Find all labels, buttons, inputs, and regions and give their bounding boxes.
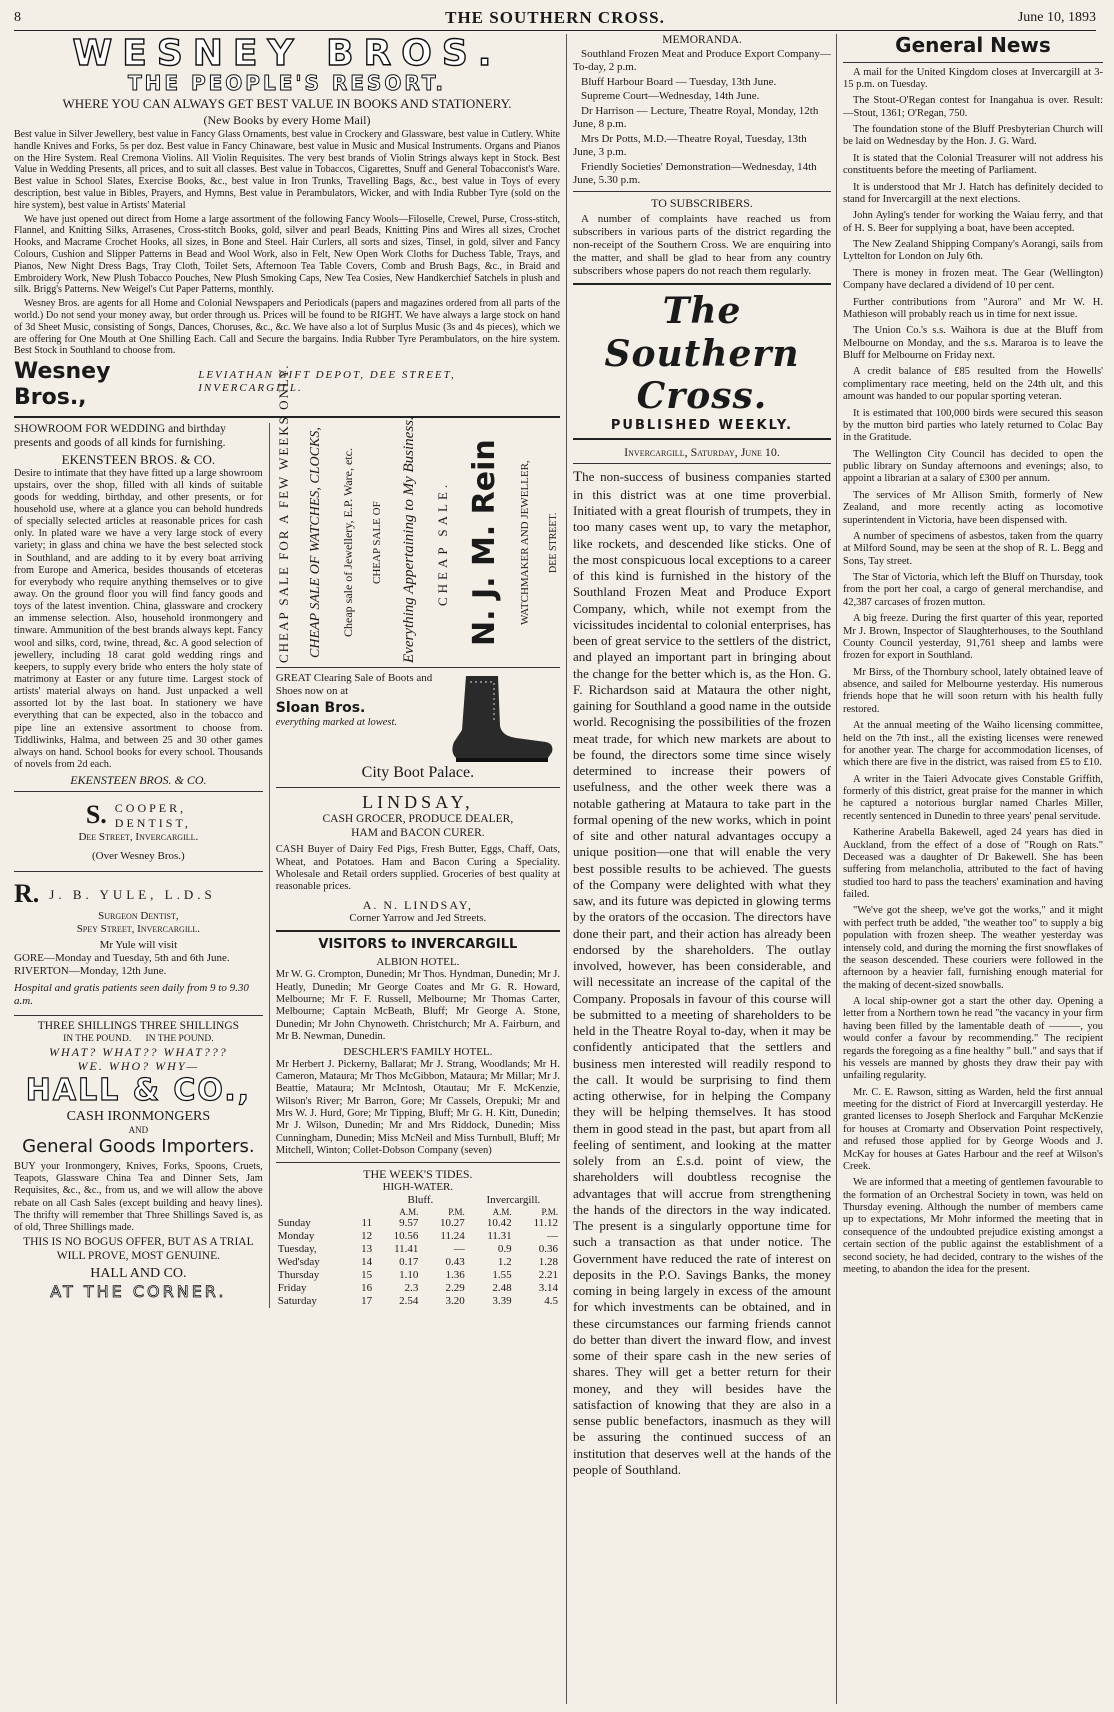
news-item: A credit balance of £85 resulted from the Howells' complimentary race meeting, held on the 24th ult, and this amount was handed to our popular sporting veteran. [843,366,1103,403]
subscribers-notice [573,196,831,278]
tides-pm: P.M. [448,1206,465,1217]
hall-and: AND [128,1125,149,1136]
memo-item: Supreme Court—Wednesday, 14th June. [581,90,760,103]
cooper-note: (Over Wesney Bros.) [92,849,185,862]
hall-line-1: CASH IRONMONGERS [66,1108,211,1124]
tide-cell-n: 13 [361,1243,373,1256]
subscribers-title: TO SUBSCRIBERS. [651,196,753,211]
editorial-column [566,34,831,1704]
tide-cell-b_pm: 1.36 [445,1269,465,1282]
tide-cell-n: 15 [361,1269,373,1282]
sloan-tag: everything marked at lowest. [275,716,398,728]
wesney-address: LEVIATHAN GIFT DEPOT, DEE STREET, INVERCARGILL. [198,369,456,395]
memo-title: MEMORANDA. [662,34,742,46]
tide-cell-day: Thursday [277,1269,320,1282]
ekensteen-name: EKENSTEEN BROS. & CO. [61,452,216,468]
tide-cell-n: 11 [361,1217,373,1230]
rein-line-4: CHEAP SALE OF [371,501,384,585]
tide-row [276,1269,560,1282]
tide-row [276,1230,560,1243]
news-item: The Star of Victoria, which left the Bluff on Thursday, took from the port her coal, a cargo of general merchandise, and 42,387 carcases of frozen mutton. [843,572,1103,608]
lindsay-body: CASH Buyer of Dairy Fed Pigs, Fresh Butter, Eggs, Chaff, Oats, Wheat, and Potatoes. Ham and Bacon Curing a Speciality. Wholesale and Retail orders supplied. Groceries of best quality at reasonable prices. [275,844,560,893]
wesney-title: WESNEY BROS. [72,34,502,74]
paper-title: The Southern Cross. [604,290,800,418]
news-item: We are informed that a meeting of gentlemen favourable to the formation of an Orchestral Society in town, was held on Thursday evening. Although the number of members came up to expectations, Mr Mohr informed the meeting that in consequence of the undoubted prejudice existing amongst a certain section of the public against the establishment of a second society, he had decided, contrary to the wishes of the meeting, to abandon the idea for the present. [843,1177,1103,1275]
page-number: 8 [14,10,21,25]
news-item: The Wellington City Council has decided to open the public library on Sunday afternoons and evenings; also, to appoint a librarian at a salary of £300 per annum. [843,448,1103,485]
yule-advert [14,876,263,1011]
tides-table [276,1194,560,1308]
tide-cell-i_am: 1.2 [497,1256,512,1269]
albion-list: Mr W. G. Crompton, Dunedin; Mr Thos. Hyndman, Dunedin; Mr J. Heatly, Dunedin; Mr George Coates and Mr G. R. Howard, Melbourne; Mr F. F. Russell, Melbourne; Mr Thomas Carter, Melbourne; Captain McBeath, Bluff; Mr George A. Stone, Dunedin; Mr John Chynoweth. Christchurch; Mr A. Fairburn, and Mr B. Newman, Dunedin. [275,969,560,1043]
tide-cell-b_am: 2.3 [404,1282,419,1295]
tide-cell-i_am: 0.9 [497,1243,512,1256]
tide-cell-b_am: 11.41 [394,1243,419,1256]
memo-item: Dr Harrison — Lecture, Theatre Royal, Monday, 12th June, 8 p.m. [573,105,819,131]
tides-sub: HIGH-WATER. [382,1180,454,1193]
general-news-title: General News [895,34,1051,57]
general-news-column [836,34,1103,1704]
lindsay-sign: A. N. LINDSAY, [362,897,474,912]
tide-cell-b_am: 10.56 [393,1230,419,1243]
tide-cell-i_am: 2.48 [492,1282,512,1295]
memo-item: Southland Frozen Meat and Produce Export Company—To-day, 2 p.m. [573,47,831,73]
tide-cell-day: Tuesday, [277,1243,317,1256]
tide-cell-n: 16 [361,1282,373,1295]
yule-gore: GORE—Monday and Tuesday, 5th and 6th June. [14,952,230,965]
dateline: Invercargill, Saturday, June 10. [624,444,780,459]
tide-cell-b_am: 1.10 [399,1269,419,1282]
news-item: Mr. C. E. Rawson, sitting as Warden, held the first annual meeting for the district of Fiord at Invercargill yesterday. He granted licenses to Joseph Sherlock and Farquhar McKenzie for houses at Cromarty and Observation Point respectively, and refused those applied for by George Woods and J. McKay for houses at Gates Harbour and the reef at Wilson's Creek. [843,1086,1103,1172]
yule-riverton: RIVERTON—Monday, 12th June. [14,965,167,978]
tides-title: THE WEEK'S TIDES. [363,1166,473,1181]
cooper-advert [14,796,263,867]
news-item: It is stated that the Colonial Treasurer will not address his constituents before the meeting of Parliament. [843,152,1103,177]
lindsay-advert [276,792,560,925]
tide-row [276,1256,560,1269]
issue-date: June 10, 1893 [1017,10,1096,25]
subscribers-body: A number of complaints have reached us from subscribers in various parts of the district regarding the non-receipt of the Southern Cross. We are enquiring into the matter, and shall be glad to hear from any country subscribers whose papers do not reach them regularly. [573,213,831,278]
hall-line-2: General Goods Importers. [22,1135,255,1157]
news-item: "We've got the sheep, we've got the works," and it might with perfect truth be added, "the weather too" to supply a big population with frozen sheep. The weather yesterday was intensely cold, and during the morning the first snowflakes of the season descended. These couriers were followed in the afternoon by a heavier fall, furnishing enough material for the making of decent-sized snowballs. [843,905,1103,991]
hall-top-1: THREE SHILLINGS THREE SHILLINGS [37,1020,240,1033]
news-item: A local ship-owner got a start the other day. Opening a letter from a Northern town he read "the vacancy in your firm having been filled by the lamentable death of ———, you would confer a favour by recommending." The recipient regards the foregoing as a fine healthy " bull." and says that if his vessels are manned by ghosts they draw their pay with unfailing regularity. [843,996,1103,1082]
cooper-initial: S. [85,800,107,830]
tide-cell-day: Sunday [277,1217,311,1230]
tide-cell-i_pm: 3.14 [538,1282,558,1295]
yule-initial: R. [14,878,40,908]
tide-cell-b_pm: 3.20 [445,1295,465,1308]
tides-pm: P.M. [541,1206,558,1217]
tide-cell-b_pm: 0.43 [445,1256,465,1269]
tide-row [276,1243,560,1256]
hall-corner: AT THE CORNER. [50,1281,227,1301]
tide-cell-b_pm: 10.27 [439,1217,465,1230]
visitors-section [276,937,560,1158]
hall-top-2: IN THE POUND. IN THE POUND. [63,1033,214,1044]
tide-cell-i_pm: 4.5 [544,1295,558,1308]
hall-bogus: THIS IS NO BOGUS OFFER, BUT AS A TRIAL WILL PROVE, MOST GENUINE. [23,1235,254,1262]
lindsay-line-2: HAM and BACON CURER. [351,826,485,839]
left-adverts [14,423,269,1308]
deschler-title: DESCHLER'S FAMILY HOTEL. [343,1045,493,1058]
ekensteen-sign: EKENSTEEN BROS. & CO. [70,773,207,788]
tide-cell-b_pm: — [453,1243,465,1256]
memo-item: Friendly Societies' Demonstration—Wednesday, 14th June, 5.30 p.m. [573,161,817,187]
tide-cell-b_pm: 11.24 [440,1230,465,1243]
rein-line-8: DEE STREET. [548,512,560,574]
news-item: Mr Birss, of the Thornbury school, lately obtained leave of absence, and sailed for Melbourne yesterday. His numerous friends hope that he will soon return with his health fully restored. [843,666,1103,715]
tide-cell-day: Saturday [277,1295,317,1308]
news-item: Further contributions from "Aurora" and Mr W. H. Mathieson will probably reach us in time for next issue. [843,296,1103,320]
rein-line-1: CHEAP SALE FOR A FEW WEEKS ONLY. [275,363,291,664]
cooper-title: DENTIST, [114,815,191,830]
tide-cell-i_pm: 0.36 [538,1243,558,1256]
boot-icon [436,672,556,764]
wesney-signature: Wesney Bros., [14,359,111,411]
tide-cell-b_pm: 2.29 [445,1282,465,1295]
leading-article: The non-success of business companies started in this district was at one time proverbial. Initiated with a great flourish of trumpets, they in too many cases went up, to vary the metaphor, like rockets, and descended like sticks. One of the most conspicuous local exceptions to a career of this kind is furnished in the history of the Southland Frozen Meat and Produce Export Company, which, while not exempt from the vicissitudes incidental to colonial enterprises, has been of great service to the settlers of the district, and played an important part in bringing about the change for the better which is, as the Hon. G. F. Richardson said at Mataura the other night, gaining for Southland a good name in the outside world. Recognising the possibilities of the frozen meat trade, for which new markets are about to be found, the directors some time since wisely determined to increase their powers of usefulness, and the other week there was a notable gathering at Mataura to take part in the formal opening of the new works, which in point of site and other natural advantages occupy a unique position—one that will enable the very best possible results to be achieved. The guests of the Company were delighted with what they saw, and its future was depicted in glowing terms by the orators of the occasion. The directors have done their part, and their action has already been endorsed by the shareholders. The outlay involved, however, has been considerable, and will necessitate an increase of the capital of the Company. Proposals in favour of this course will be submitted to a meeting of shareholders to be held in the Theatre Royal to-day, when it may be confidently anticipated that the settlers and business men interested will readily respond to the call. It would be surprising to find them acting otherwise, for in helping the Company they will be helping themselves. It has stood them in good stead in the past, but apart from all feeling of sentiment, and looking at the matter solely from an £.s.d. point of view, the shareholders will doubtless recognise the advantages that will accrue from strengthening the hands of the directors in the way indicated. The present is a singularly opportune time for such a transaction as that under notice. The Government have reduced the rate of interest on deposits in the P.O. Savings Banks, the money coming in being largely in excess of the amount for which investments can be obtained, and in these circumstances our farming friends cannot do better than divert the inward flow, and invest some of their spare cash in the new series of shares. They will get a better return for their money, and they will besides have the satisfaction of knowing that they are also in a sense public benefactors, inasmuch as they will be assuring the continued success of an institution that deserves well at the hands of the people of Southland. [573,469,831,1477]
news-item: A mail for the United Kingdom closes at Invercargill at 3-15 p.m. on Tuesday. [843,66,1103,90]
tide-cell-i_pm: 11.12 [533,1217,558,1230]
memoranda [573,34,831,187]
cooper-street: Dee Street, Invercargill. [78,830,199,843]
news-item: It is understood that Mr J. Hatch has definitely decided to stand for Invercargill at the next elections. [843,181,1103,205]
wesney-subtitle: THE PEOPLE'S RESORT. [127,71,447,95]
cooper-name: COOPER, [114,801,187,816]
tide-cell-n: 14 [361,1256,373,1269]
rein-name: N. J. M. Rein [466,439,502,647]
sloan-advert [276,672,560,783]
ekensteen-advert [14,423,263,787]
tide-cell-day: Friday [277,1282,307,1295]
masthead: THE SOUTHERN CROSS. [445,8,665,27]
news-item: John Ayling's tender for working the Waiau ferry, and that of H. S. Beer for supplying a boat, have been accepted. [843,210,1103,234]
tide-cell-n: 17 [361,1295,373,1308]
tide-cell-i_pm: 1.28 [538,1256,558,1269]
news-item: The Union Co.'s s.s. Waihora is due at the Bluff from Melbourne on Monday, and the s.s. Mararoa is to leave the Bluff for Melbourne on Friday next. [843,325,1103,362]
rein-line-5: Everything Appertaining to My Business. [400,416,417,664]
news-item: Katherine Arabella Bakewell, aged 24 years has died in Auckland, from the effect of a dose of "Rough on Rats." Deceased was a daughter of Dr Bakewell. She has been suffering from melancholia, attributed to the fact of having studied too hard to pass the teachers' examination and having failed. [843,827,1103,901]
tide-row [276,1282,560,1295]
sloan-palace: City Boot Palace. [361,764,475,782]
visitors-title: VISITORS to INVERCARGILL [318,936,518,952]
rein-line-3: Cheap sale of Jewellery, E.P. Ware, etc. [340,448,355,638]
tide-cell-day: Monday [277,1230,315,1243]
ekensteen-body: Desire to intimate that they have fitted up a large showroom upstairs, over the shop, filled with all kinds of suitable goods for wedding, birthday, and other presents, or for household use, where at a glance you can behold hundreds of specially selected articles at reasonable prices for cash only. In plated ware we have a very large stock of every variety; in glass and china we have the best selected stock in Southland, and are adding to it by every boat arriving from Europe and America, besides thousands of etceteras for everybody who require anything themselves or to give away. On the ground floor you will find fancy goods and toys of the latest invention. China, glassware and crockery an immense selection. Also, household ironmongery and tinware. Ammunition of the best brands always kept. Fancy wool and silks, cord, twine, thread, &c. A good selection of jewellery, including 18 carat gold wedding rings and keepers, to supply every bride who enters the holy state of matrimony at Easter or any future time. Largest stock of artists' material always on hand. Just unpacked a well assorted lot by the last boat. In stationery we have everything that can be expected, also in the tobacco and pipe line an extensive assortment to choose from. Tiddliwinks, Halma, and between 25 and 30 other games always on hand. School books for every school. Thousands of novels from 2d each. [14,467,263,770]
tides-am: A.M. [399,1206,419,1217]
yule-street: Spey Street, Invercargill. [76,922,201,935]
memo-item: Mrs Dr Potts, M.D.—Theatre Royal, Tuesday, 13th June, 3 p.m. [573,133,807,159]
yule-visit: Mr Yule will visit [99,939,178,952]
tides-section [276,1167,560,1308]
tide-cell-day: Wed'sday [277,1256,320,1269]
wesney-para-3: Wesney Bros. are agents for all Home and Colonial Newspapers and Periodicals (papers and magazines ordered from all parts of the world.) Do not send your money away, but order through us. Prices will be found to be RIGHT. We have always a large stock on hand of 3d Sheet Music, consisting of Songs, Dances, Choruses, &c., &c. We have also a lot of Surplus Music (3s and 4s pieces), which we are offering for One Mouth at One Shilling Each. Call and Secure the bargains. India Rubber Tyre Perambulators, on the hire system. Best Stock in Southland to choose from. [14,298,560,357]
rein-line-7: WATCHMAKER AND JEWELLER, [518,460,531,626]
yule-title: Surgeon Dentist, [98,909,179,922]
yule-hospital: Hospital and gratis patients seen daily from 9 to 9.30 a.m. [14,982,249,1008]
tide-cell-i_am: 10.42 [486,1217,512,1230]
news-item: The Stout-O'Regan contest for Inangahua is over. Result:—Stout, 1361; O'Regan, 750. [843,95,1103,119]
tide-cell-i_pm: — [547,1230,558,1243]
wesney-para-1: Best value in Silver Jewellery, best value in Fancy Glass Ornaments, best value in Crockery and Glassware, best value in Cutlery. White handle Knives and Forks, 5s per doz. Best value in Fancy Chinaware, best value in Music and Musical Instruments. Organs and Pianos on the Hire System. Real Cremona Violins. All Violin Requisites. The very best brands of Violin Strings always kept in Stock. Best Value in Wedding Presents, all prices, and to suit all classes. Best value in Tobaccos, Cigarettes, Snuff and General Tobacconist's Ware. Best value in School Slates, Exercise Books, &c., best value in Iron Trunks, Travelling Bags, &c., best value in Toys of every description, best value in Bibles, Prayers, and Hymns, Best value in Perambulators, Wicker, and with India Rubber Tyre (sold on the hire system), best value in Artists' Material [14,129,560,211]
advertisements-column [14,34,560,1704]
news-item: A number of specimens of asbestos, taken from the quarry at Milford Sound, may be seen at the shop of R. L. Begg and Sons, Tay street. [843,530,1103,567]
sloan-head: GREAT Clearing Sale of Boots and Shoes now on at [275,672,433,698]
tides-am: A.M. [492,1206,512,1217]
hall-advert [14,1020,263,1301]
hall-who: WE. WHO? WHY— [77,1059,200,1074]
hall-sign: HALL AND CO. [90,1266,187,1282]
wesney-tagline: WHERE YOU CAN ALWAYS GET BEST VALUE IN BOOKS AND STATIONERY. [62,95,512,111]
tides-inv: Invercargill. [486,1193,541,1206]
ekensteen-head: SHOWROOM FOR WEDDING and birthday presents and goods of all kinds for furnishing. [14,423,226,449]
page-header [14,8,1096,31]
tide-cell-n: 12 [361,1230,373,1243]
wesney-para-2: We have just opened out direct from Home a large assortment of the following Fancy Wools—Filoselle, Crewel, Purse, Cross-stitch, Flannel, and Knitting Silks, Arrasenes, Cross-stitch Books, gold, silver and pearl Beads, Knitting Pins and Wires all sizes, Crochet Hooks, and Macrame Crochet Hooks, all sizes, in Bone and Steel. Hair Curlers, all sorts and sizes, Tinsel, in gold, silver and Fancy Colours, Cushion and Slipper Patterns in Bead and Wool Work, also in Felt, New Open Work Cloths for Duchess Table, Trays, and Pianos, New Night Dress Bags, Tray Cloth, Toilet Sets, Afternoon Tea Table Covers, Comb and Brush Bags, &c., in Braid and Embroidery Work, New Plush Tobacco Pouches, New Plush Smoking Caps, New Tea Cosies, New Handkerchief Satchels in plush and silk. Brigg's Patterns. New Weigel's Cut Paper Patterns, monthly. [14,213,560,296]
tide-cell-b_am: 2.54 [399,1295,419,1308]
news-item: A big freeze. During the first quarter of this year, reported Mr J. Brown, Inspector of Slaughterhouses, to the Southland County Council yesterday, 91,761 sheep and lambs were frozen for export in Southland. [843,613,1103,662]
tide-cell-i_pm: 2.21 [538,1269,558,1282]
tide-row [276,1217,560,1230]
hall-name: HALL & CO., [25,1073,251,1109]
lindsay-name: LINDSAY, [362,792,474,812]
news-item: At the annual meeting of the Waiho licensing committee, held on the 7th inst., all the existing licenses were renewed for another year. The charge for accommodation licenses, of which there are five in the district, was raised from £5 to £10. [843,720,1103,769]
rein-line-6: CHEAP SALE. [434,480,450,606]
published-weekly: PUBLISHED WEEKLY. [610,417,794,433]
news-item: There is money in frozen meat. The Gear (Wellington) Company have declared a dividend of 10 per cent. [843,267,1103,292]
rein-line-2: CHEAP SALE OF WATCHES, CLOCKS, [307,427,323,659]
tides-bluff: Bluff. [407,1193,434,1206]
tide-cell-i_am: 1.55 [492,1269,512,1282]
memo-item: Bluff Harbour Board — Tuesday, 13th June. [581,75,777,88]
yule-name: J. B. YULE, L.D.S [49,886,216,902]
lindsay-line-1: CASH GROCER, PRODUCE DEALER, [322,813,514,826]
sloan-name: Sloan Bros. [275,700,366,717]
tide-cell-b_am: 0.17 [399,1256,419,1269]
wesney-advert [14,36,560,411]
tide-cell-i_am: 11.31 [487,1230,512,1243]
albion-title: ALBION HOTEL. [376,956,460,969]
news-item: The New Zealand Shipping Company's Aorangi, sails from Lyttelton for London on July 6th. [843,239,1103,263]
tide-cell-i_am: 3.39 [492,1295,512,1308]
deschler-list: Mr Herbert J. Pickerny, Ballarat; Mr J. Strang, Woodlands; Mr H. Cameron, Mataura; Mr Thos McGibbon, Mataura; Mr Millar; Mr J. Beattie, Mataura; Mr McIntosh, Otautau; Mr F. McKenzie, Wilson's River; Mr Barron, Gore; Mr Cassels, Orepuki; Mr and Mrs W. J. Hurd, Gore; Mr Tipping, Bluff; Mr G. H. Kitt, Dunedin; Mr J. Wilson, Dunedin; Mr and Mrs Riddock, Dunedin; Miss Cunningham, Dunedin; Miss McNeil and Miss Turnbull, Bluff; Mr Mitchell, Winton; Collet-Dobson Company (seven) [275,1058,560,1157]
news-item: The foundation stone of the Bluff Presbyterian Church will be laid on Wednesday by the Hon. J. G. Ward. [843,124,1103,148]
wesney-note: (New Books by every Home Mail) [203,112,371,127]
hall-body: BUY your Ironmongery, Knives, Forks, Spoons, Cruets, Teapots, Glassware China Tea and Dinner Sets, Jam Requisites, &c., &c., from us, and we will allow the above rebate on all Cash Sales (except building and heavy lines). The thrifty will remember that Three Shillings Saved is, as of old, Three Shillings made. [14,1161,263,1233]
lindsay-addr: Corner Yarrow and Jed Streets. [349,912,487,925]
tide-cell-b_am: 9.57 [399,1217,419,1230]
news-item: The services of Mr Allison Smith, formerly of New Zealand, and more recently acting as locomotive superintendent in Victoria, have been dispensed with. [843,489,1103,526]
tide-row [276,1295,560,1308]
news-item: A writer in the Taieri Advocate gives Constable Griffith, formerly of this district, great praise for the manner in which he captured a notorious burglar named Charles Miller, recently sentenced in Dunedin to three years' penal servitude. [843,773,1103,822]
hall-what: WHAT? WHAT?? WHAT??? [49,1045,228,1060]
news-item: It is estimated that 100,000 birds were secured this season by the mutton bird parties who lately returned to Colac Bay in the Gratitude. [843,407,1103,444]
